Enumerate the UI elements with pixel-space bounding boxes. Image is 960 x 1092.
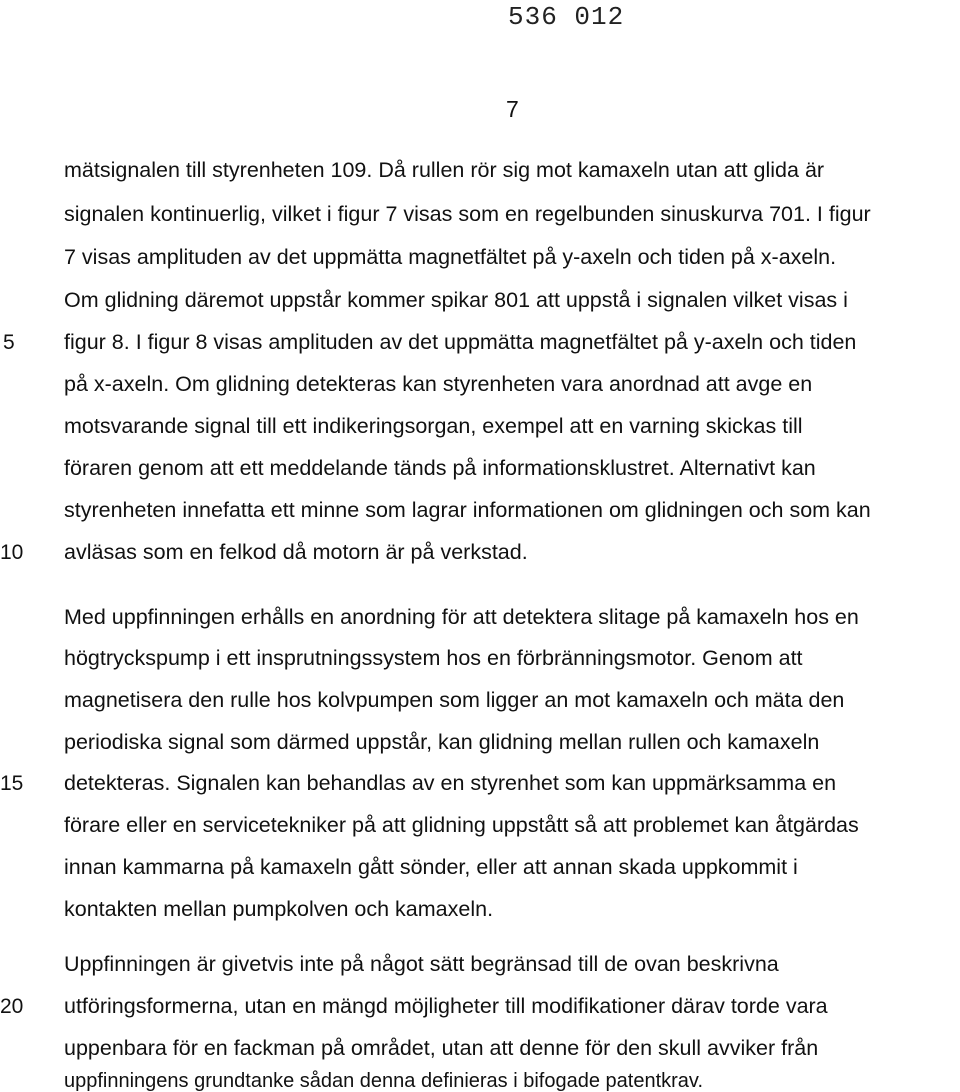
text-line: högtryckspump i ett insprutningssystem hos en förbränningsmotor. Genom att [64,646,803,670]
text-line: styrenheten innefatta ett minne som lagrar informationen om glidningen och som kan [64,498,871,522]
page-number: 7 [506,96,519,122]
line-number-marker: 15 [0,772,24,795]
text-line: periodiska signal som därmed uppstår, kan glidning mellan rullen och kamaxeln [64,730,820,754]
document-number: 536 012 [508,2,625,32]
text-line: magnetisera den rulle hos kolvpumpen som ligger an mot kamaxeln och mäta den [64,688,845,712]
text-line: utföringsformerna, utan en mängd möjligheter till modifikationer därav torde vara [64,994,828,1018]
line-number-marker: 5 [3,331,15,354]
text-line: kontakten mellan pumpkolven och kamaxeln. [64,897,494,921]
text-line: Om glidning däremot uppstår kommer spikar 801 att uppstå i signalen vilket visas i [64,288,848,312]
text-line: figur 8. I figur 8 visas amplituden av det uppmätta magnetfältet på y-axeln och tiden [64,330,857,354]
text-line: avläsas som en felkod då motorn är på verkstad. [64,540,528,564]
text-line: uppenbara för en fackman på området, utan att denne för den skull avviker från [64,1036,819,1060]
text-line: på x-axeln. Om glidning detekteras kan styrenheten vara anordnad att avge en [64,372,813,396]
text-line: detekteras. Signalen kan behandlas av en styrenhet som kan uppmärksamma en [64,771,837,795]
text-line: mätsignalen till styrenheten 109. Då rullen rör sig mot kamaxeln utan att glida är [64,158,825,182]
text-line: Med uppfinningen erhålls en anordning för att detektera slitage på kamaxeln hos en [64,605,859,629]
text-line: signalen kontinuerlig, vilket i figur 7 visas som en regelbunden sinuskurva 701. I figur [64,202,871,226]
text-line: uppfinningens grundtanke sådan denna definieras i bifogade patentkrav. [64,1070,703,1092]
line-number-marker: 10 [0,541,24,564]
text-line: förare eller en servicetekniker på att glidning uppstått så att problemet kan åtgärdas [64,813,859,837]
text-line: 7 visas amplituden av det uppmätta magnetfältet på y-axeln och tiden på x-axeln. [64,245,837,269]
text-line: motsvarande signal till ett indikeringsorgan, exempel att en varning skickas till [64,414,803,438]
text-line: föraren genom att ett meddelande tänds på informationsklustret. Alternativt kan [64,456,816,480]
line-number-marker: 20 [0,995,24,1018]
text-line: innan kammarna på kamaxeln gått sönder, eller att annan skada uppkommit i [64,855,798,879]
text-line: Uppfinningen är givetvis inte på något sätt begränsad till de ovan beskrivna [64,952,779,976]
